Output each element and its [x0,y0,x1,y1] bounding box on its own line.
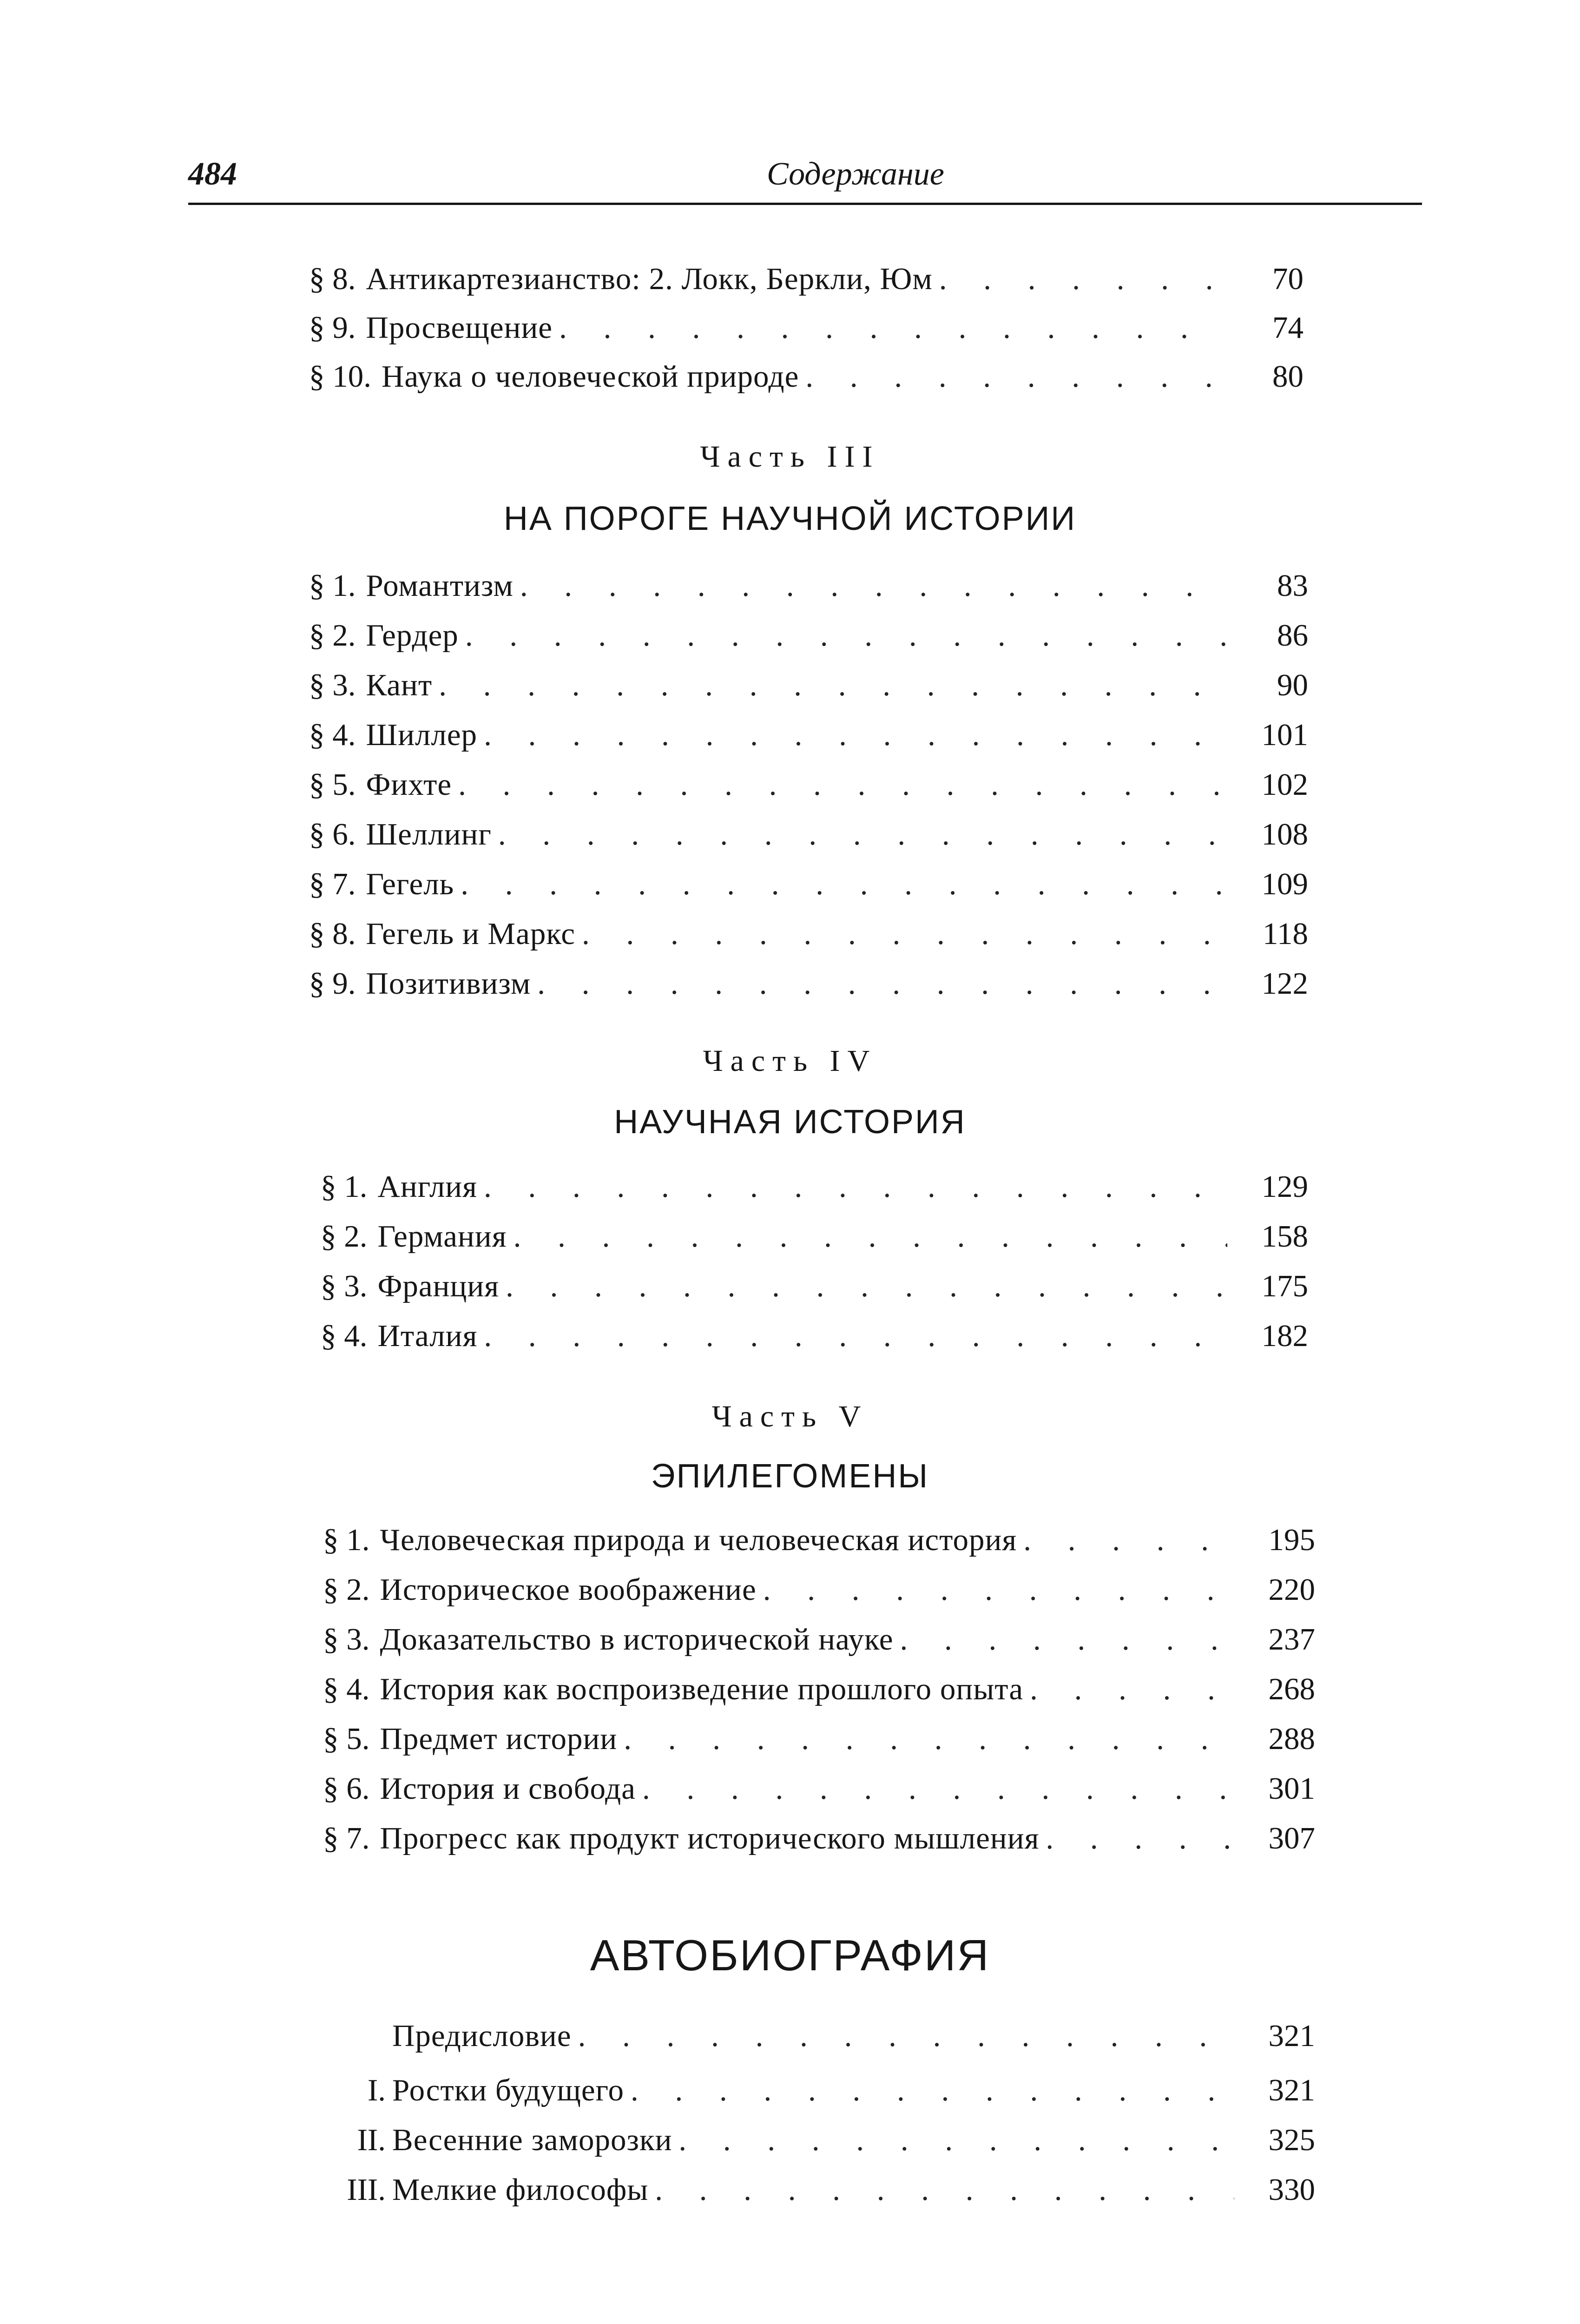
entry-number: § 9. [309,966,356,1001]
toc-entry [309,662,1308,708]
toc-entry [323,1517,1315,1563]
entry-page: 80 [1272,359,1304,394]
entry-title: Гегель [366,867,454,901]
entry-title: Шиллер [366,718,478,752]
entry-title: Германия [377,1219,507,1254]
entry-title: Предисловие [392,2019,572,2053]
dot-leader [559,304,1223,351]
entry-title: Весенние заморозки [392,2123,672,2157]
dot-leader [461,861,1227,907]
entry-number: § 6. [323,1771,370,1806]
entry-page: 83 [1277,568,1308,603]
toc-entry [309,612,1308,659]
section-title: АВТОБИОГРАФИЯ [590,1931,990,1980]
part-title: НА ПОРОГЕ НАУЧНОЙ ИСТОРИИ [503,500,1077,537]
entry-number: § 9. [309,310,356,345]
entry-title: Англия [377,1169,477,1204]
toc-entry [323,1716,1315,1762]
toc-entry [321,1263,1308,1309]
toc-entry [321,1313,1308,1359]
entry-number: § 7. [309,867,356,901]
dot-leader [678,2117,1234,2163]
entry-page: 118 [1262,917,1308,951]
dot-leader [624,1716,1234,1762]
toc-entry [323,1666,1315,1712]
running-title: Содержание [767,156,944,192]
toc-entry [309,811,1308,858]
entry-number: § 5. [323,1722,370,1756]
entry-title: Антикартезианство: 2. Локк, Беркли, Юм [366,262,933,296]
entry-title: История как воспроизведение прошлого опыта [380,1672,1024,1706]
entry-page: 129 [1261,1169,1308,1204]
entry-title: Человеческая природа и человеческая история [380,1523,1017,1557]
toc-entry [323,1765,1315,1812]
dot-leader [498,811,1227,858]
entry-number: § 10. [309,359,371,394]
entry-page: 237 [1268,1622,1315,1657]
entry-page: 321 [1268,2019,1315,2053]
entry-page: 158 [1261,1219,1308,1254]
part-label: Часть IV [703,1044,877,1078]
dot-leader [484,1313,1227,1359]
toc-entry [309,861,1308,907]
dot-leader [1030,1666,1234,1712]
dot-leader [763,1566,1234,1613]
part-label: Часть III [700,440,880,474]
entry-title: Мелкие философы [392,2172,649,2207]
entry-page: 86 [1277,618,1308,653]
entry-number: II. [357,2123,386,2157]
entry-page: 182 [1261,1319,1308,1353]
toc-entry [321,1213,1308,1260]
entry-number: § 7. [323,1821,370,1855]
entry-page: 108 [1261,817,1308,852]
entry-page: 195 [1268,1523,1315,1557]
entry-number: § 1. [321,1169,368,1204]
toc-entry [309,960,1308,1007]
entry-title: Просвещение [366,310,553,345]
entry-page: 102 [1261,767,1308,802]
entry-page: 122 [1261,966,1308,1001]
dot-leader [805,353,1223,400]
dot-leader [1046,1815,1234,1862]
entry-number: § 6. [309,817,356,852]
dot-leader [578,2013,1234,2059]
entry-number: § 4. [321,1319,368,1353]
entry-title: Шеллинг [366,817,492,852]
entry-title: Гегель и Маркс [366,917,575,951]
entry-number: § 3. [309,668,356,702]
toc-entry [274,2067,1315,2113]
toc-entry [309,712,1308,758]
entry-number: § 1. [309,568,356,603]
dot-leader [939,256,1223,302]
entry-title: Италия [377,1319,478,1353]
entry-title: Ростки будущего [392,2073,624,2107]
dot-leader [484,712,1227,758]
entry-title: История и свобода [380,1771,636,1806]
toc-entry [323,1616,1315,1663]
entry-page: 268 [1268,1672,1315,1706]
toc-entry [323,1566,1315,1613]
entry-title: Фихте [366,767,452,802]
entry-title: Прогресс как продукт исторического мышления [380,1821,1040,1855]
entry-title: Романтизм [366,568,514,603]
toc-entry [309,256,1304,302]
entry-title: Доказательство в исторической науке [380,1622,894,1657]
dot-leader [506,1263,1227,1309]
toc-entry [309,353,1304,400]
toc-entry [321,1163,1308,1210]
entry-number: III. [347,2172,386,2207]
toc-entry [309,304,1304,351]
dot-leader [655,2166,1234,2213]
entry-page: 220 [1268,1572,1315,1607]
entry-title: Франция [377,1269,500,1303]
entry-page: 307 [1268,1821,1315,1855]
dot-leader [465,612,1227,659]
entry-number: § 5. [309,767,356,802]
dot-leader [439,662,1227,708]
entry-page: 90 [1277,668,1308,702]
toc-entry [309,911,1308,957]
entry-page: 175 [1261,1269,1308,1303]
entry-title: Гердер [366,618,459,653]
part-title: ЭПИЛЕГОМЕНЫ [651,1458,929,1495]
entry-number: § 2. [321,1219,368,1254]
entry-title: Позитивизм [366,966,531,1001]
part-title: НАУЧНАЯ ИСТОРИЯ [614,1103,966,1141]
dot-leader [631,2067,1234,2113]
entry-page: 101 [1261,718,1308,752]
entry-title: Кант [366,668,433,702]
entry-page: 325 [1268,2123,1315,2157]
entry-number: § 3. [321,1269,368,1303]
toc-entry [274,2166,1315,2213]
page-number: 484 [188,156,237,192]
part-label: Часть V [711,1400,869,1433]
entry-page: 301 [1268,1771,1315,1806]
dot-leader [642,1765,1234,1812]
toc-entry [309,562,1308,609]
dot-leader [458,761,1227,808]
entry-page: 288 [1268,1722,1315,1756]
entry-page: 70 [1272,262,1304,296]
dot-leader [484,1163,1227,1210]
entry-number: § 2. [309,618,356,653]
toc-entry [323,1815,1315,1862]
entry-number: § 4. [323,1672,370,1706]
entry-title: Предмет истории [380,1722,618,1756]
entry-title: Наука о человеческой природе [382,359,799,394]
toc-entry [274,2013,1315,2059]
entry-page: 74 [1272,310,1304,345]
entry-number: § 2. [323,1572,370,1607]
dot-leader [520,562,1227,609]
entry-page: 330 [1268,2172,1315,2207]
dot-leader [1023,1517,1234,1563]
toc-entry [274,2117,1315,2163]
dot-leader [514,1213,1227,1260]
entry-page: 321 [1268,2073,1315,2107]
entry-title: Историческое воображение [380,1572,757,1607]
dot-leader [537,960,1227,1007]
entry-number: § 3. [323,1622,370,1657]
entry-number: § 4. [309,718,356,752]
dot-leader [900,1616,1234,1663]
entry-number: § 1. [323,1523,370,1557]
entry-number: I. [367,2073,386,2107]
entry-number: § 8. [309,262,356,296]
entry-number: § 8. [309,917,356,951]
toc-entry [309,761,1308,808]
dot-leader [582,911,1227,957]
header-rule [188,203,1422,205]
entry-page: 109 [1261,867,1308,901]
